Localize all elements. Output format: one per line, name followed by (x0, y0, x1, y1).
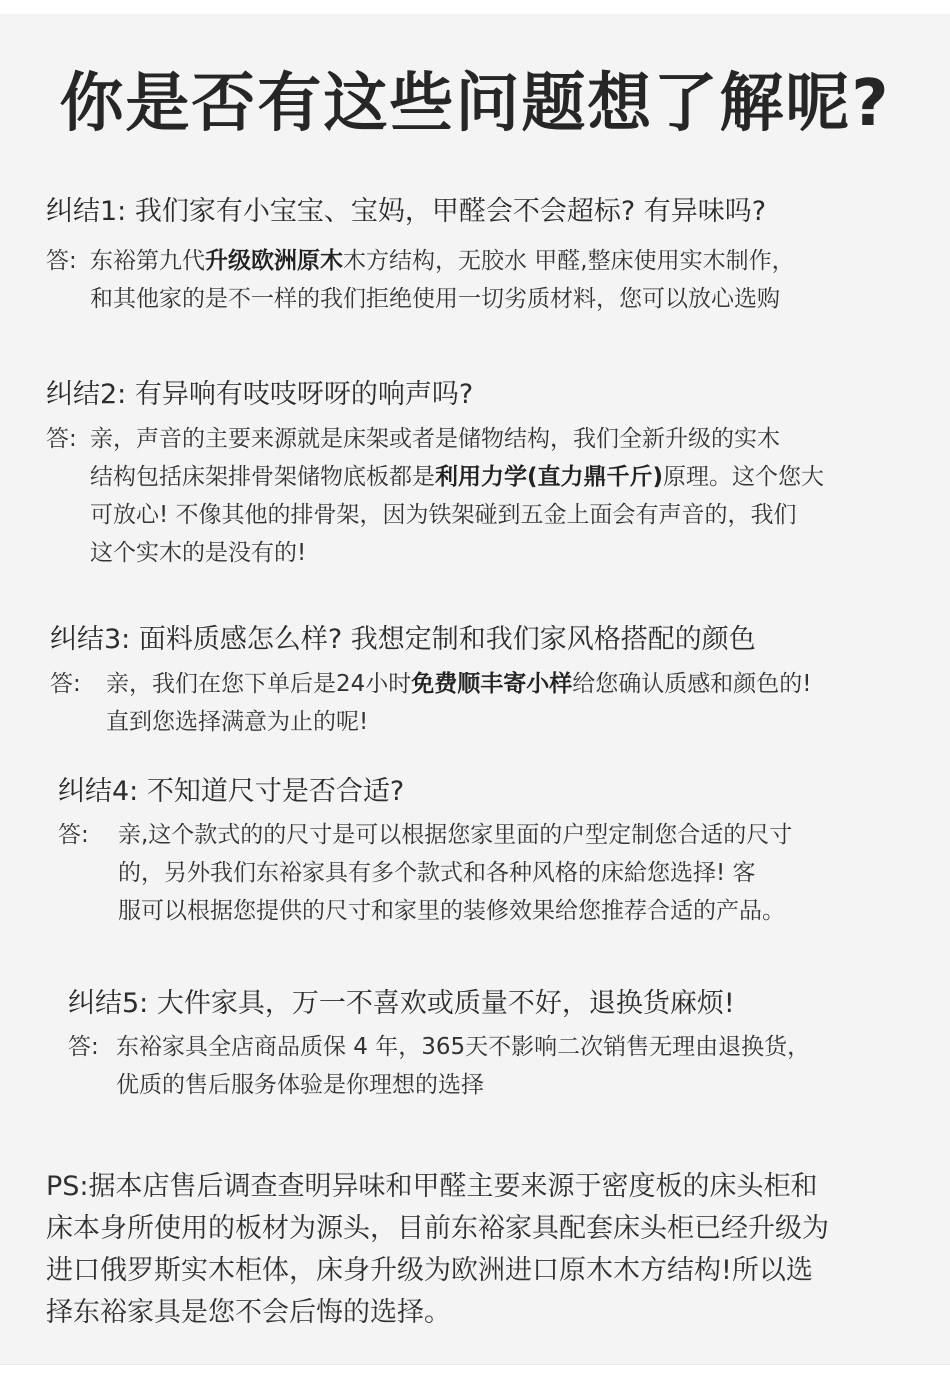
ps-line: 择东裕家具是您不会后悔的选择。 (46, 1297, 451, 1328)
faq-question-2: 纠结2: 有异响有吱吱呀呀的响声吗? (46, 379, 474, 410)
answer-line: 直到您选择满意为止的呢! (106, 709, 369, 735)
answer-line: 服可以根据您提供的尺寸和家里的装修效果给您推荐合适的产品。 (118, 898, 785, 924)
answer-label: 答: (68, 1034, 99, 1060)
answer-label: 答: (46, 248, 77, 274)
faq-question-5: 纠结5: 大件家具，万一不喜欢或质量不好，退换货麻烦! (68, 988, 735, 1019)
bottom-border (0, 1364, 950, 1379)
answer-label: 答: (50, 671, 81, 697)
faq-answer-4 (58, 816, 792, 930)
faq-question-3: 纠结3: 面料质感怎么样? 我想定制和我们家风格搭配的颜色 (50, 624, 756, 655)
top-border (0, 0, 950, 15)
page-title: 你是否有这些问题想了解呢? (59, 67, 891, 141)
faq-answer-3 (50, 665, 812, 741)
ps-line: PS:据本店售后调查查明异味和甲醛主要来源于密度板的床头柜和 (46, 1171, 818, 1202)
answer-line: 可放心! 不像其他的排骨架，因为铁架碰到五金上面会有声音的，我们 (90, 502, 797, 528)
answer-line: 和其他家的是不一样的我们拒绝使用一切劣质材料，您可以放心选购 (90, 286, 780, 312)
faq-answer-5 (68, 1028, 810, 1104)
ps-line: 进口俄罗斯实木柜体，床身升级为欧洲进口原木木方结构!所以选 (46, 1255, 813, 1286)
answer-line: 优质的售后服务体验是你理想的选择 (116, 1072, 484, 1098)
answer-line: 东裕第九代升级欧洲原木木方结构，无胶水 甲醛,整床使用实木制作， (90, 248, 795, 274)
answer-line: 东裕家具全店商品质保 4 年，365天不影响二次销售无理由退换货， (116, 1034, 811, 1060)
answer-line: 亲，我们在您下单后是24小时免费顺丰寄小样给您确认质感和颜色的! (106, 671, 812, 697)
answer-line: 亲,这个款式的的尺寸是可以根据您家里面的户型定制您合适的尺寸 (118, 822, 793, 848)
faq-answer-1 (46, 242, 795, 318)
faq-question-1: 纠结1: 我们家有小宝宝、宝妈，甲醛会不会超标? 有异味吗? (46, 196, 767, 227)
answer-line: 结构包括床架排骨架储物底板都是利用力学(直力鼎千斤)原理。这个您大 (90, 464, 825, 490)
answer-line: 的，另外我们东裕家具有多个款式和各种风格的床給您选择! 客 (118, 860, 756, 886)
answer-label: 答: (46, 426, 77, 452)
faq-answer-2 (46, 420, 824, 572)
ps-note (46, 1166, 926, 1334)
answer-label: 答: (58, 822, 89, 848)
faq-question-4: 纠结4: 不知道尺寸是否合适? (58, 776, 405, 807)
answer-line: 这个实木的是没有的! (90, 540, 307, 566)
answer-line: 亲，声音的主要来源就是床架或者是储物结构，我们全新升级的实木 (90, 426, 780, 452)
ps-line: 床本身所使用的板材为源头，目前东裕家具配套床头柜已经升级为 (46, 1213, 829, 1244)
